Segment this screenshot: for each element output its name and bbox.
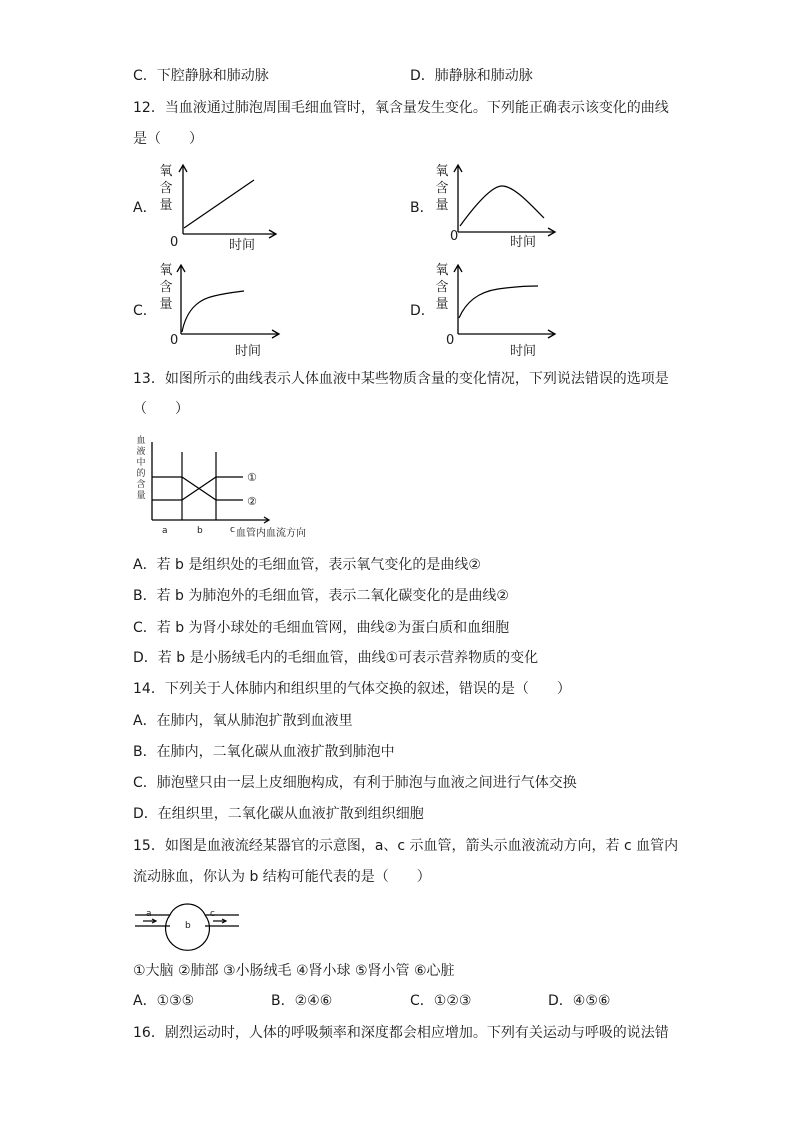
q14-option-c: C．肺泡壁只由一层上皮细胞构成，有利于肺泡与血液之间进行气体交换	[133, 775, 577, 791]
q15-label-b: b	[185, 921, 191, 931]
q15-label-a: a	[146, 909, 152, 919]
q13-option-b: B．若 b 为肺泡外的毛细血管，表示二氧化碳变化的是曲线②	[133, 588, 509, 604]
q15-stem-line2: 流动脉血，你认为 b 结构可能代表的是（ ）	[133, 869, 431, 885]
q12-a-ylabel: 氧 含 量	[159, 164, 173, 213]
q12-option-c-label: C．	[133, 303, 157, 319]
q12-d-xlabel: 时间	[510, 344, 537, 359]
q15-stem-line1: 15．如图是血液流经某器官的示意图，a、c 示血管，箭头示血液流动方向，若 c 血管内	[133, 838, 679, 854]
q14-stem: 14．下列关于人体肺内和组织里的气体交换的叙述，错误的是（ ）	[133, 681, 571, 697]
q12-graph-c	[170, 262, 290, 352]
q13-option-c: C．若 b 为肾小球处的毛细血管网，曲线②为蛋白质和血细胞	[133, 620, 510, 636]
q13-curve-label-1: ①	[247, 471, 257, 484]
q13-xlabel: 血管内血流方向	[236, 528, 306, 539]
q15-choices-line: ①大脑 ②肺部 ③小肠绒毛 ④肾小球 ⑤肾小管 ⑥心脏	[133, 963, 455, 979]
q15-option-d: D．④⑤⑥	[548, 993, 611, 1009]
q12-stem-line2: 是（ ）	[133, 131, 203, 147]
q14-option-a: A．在肺内，氧从肺泡扩散到血液里	[133, 713, 353, 729]
q12-d-curve	[459, 286, 538, 318]
q12-b-origin: 0	[450, 229, 459, 244]
q13-curve-label-2: ②	[247, 495, 257, 508]
q12-stem-line1: 12．当血液通过肺泡周围毛细血管时，氧含量发生变化。下列能正确表示该变化的曲线	[133, 100, 669, 116]
q15-option-a: A．①③⑤	[133, 993, 195, 1009]
q15-option-c: C．①②③	[410, 993, 472, 1009]
q16-stem-line1: 16．剧烈运动时，人体的呼吸频率和深度都会相应增加。下列有关运动与呼吸的说法错	[133, 1025, 669, 1041]
q12-option-a-label: A．	[133, 200, 157, 216]
q12-c-xlabel: 时间	[235, 344, 262, 359]
q13-option-d: D．若 b 是小肠绒毛内的毛细血管，曲线①可表示营养物质的变化	[133, 650, 539, 666]
q12-b-curve	[460, 186, 544, 226]
q11-option-c: C．下腔静脉和肺动脉	[133, 68, 269, 84]
q13-seg-c: c	[230, 525, 235, 535]
q13-option-a: A．若 b 是组织处的毛细血管，表示氧气变化的是曲线②	[133, 557, 481, 573]
q13-seg-a: a	[162, 526, 168, 536]
q12-c-origin: 0	[170, 333, 179, 348]
q12-graph-d	[446, 262, 566, 352]
q12-d-origin: 0	[446, 333, 455, 348]
q13-seg-b: b	[197, 526, 203, 536]
q15-option-b: B．②④⑥	[271, 993, 333, 1009]
q13-ylabel: 血 液 中 的 含 量	[136, 436, 146, 501]
q14-option-b: B．在肺内，二氧化碳从血液扩散到肺泡中	[133, 744, 395, 760]
q13-curve-1	[152, 477, 243, 500]
q13-stem-line2: （ ）	[133, 401, 189, 417]
q12-graph-a	[170, 160, 290, 250]
q13-graph	[140, 440, 270, 540]
q15-label-c: c	[210, 909, 215, 919]
q14-option-d: D．在组织里，二氧化碳从血液扩散到组织细胞	[133, 806, 424, 822]
q12-a-origin: 0	[170, 235, 179, 250]
q13-curve-2	[152, 477, 243, 500]
q12-graph-b	[446, 160, 566, 250]
q12-option-d-label: D．	[410, 303, 435, 319]
q12-a-curve	[184, 180, 254, 228]
q12-c-ylabel: 氧 含 量	[159, 263, 173, 312]
q12-a-xlabel: 时间	[229, 238, 256, 253]
q12-c-curve	[182, 291, 244, 332]
q12-b-ylabel: 氧 含 量	[435, 164, 449, 213]
q11-option-d: D．肺静脉和肺动脉	[410, 68, 533, 84]
q12-d-ylabel: 氧 含 量	[435, 263, 449, 312]
q12-b-xlabel: 时间	[510, 235, 537, 250]
q13-stem-line1: 13．如图所示的曲线表示人体血液中某些物质含量的变化情况，下列说法错误的选项是	[133, 371, 669, 387]
q12-option-b-label: B．	[410, 200, 434, 216]
